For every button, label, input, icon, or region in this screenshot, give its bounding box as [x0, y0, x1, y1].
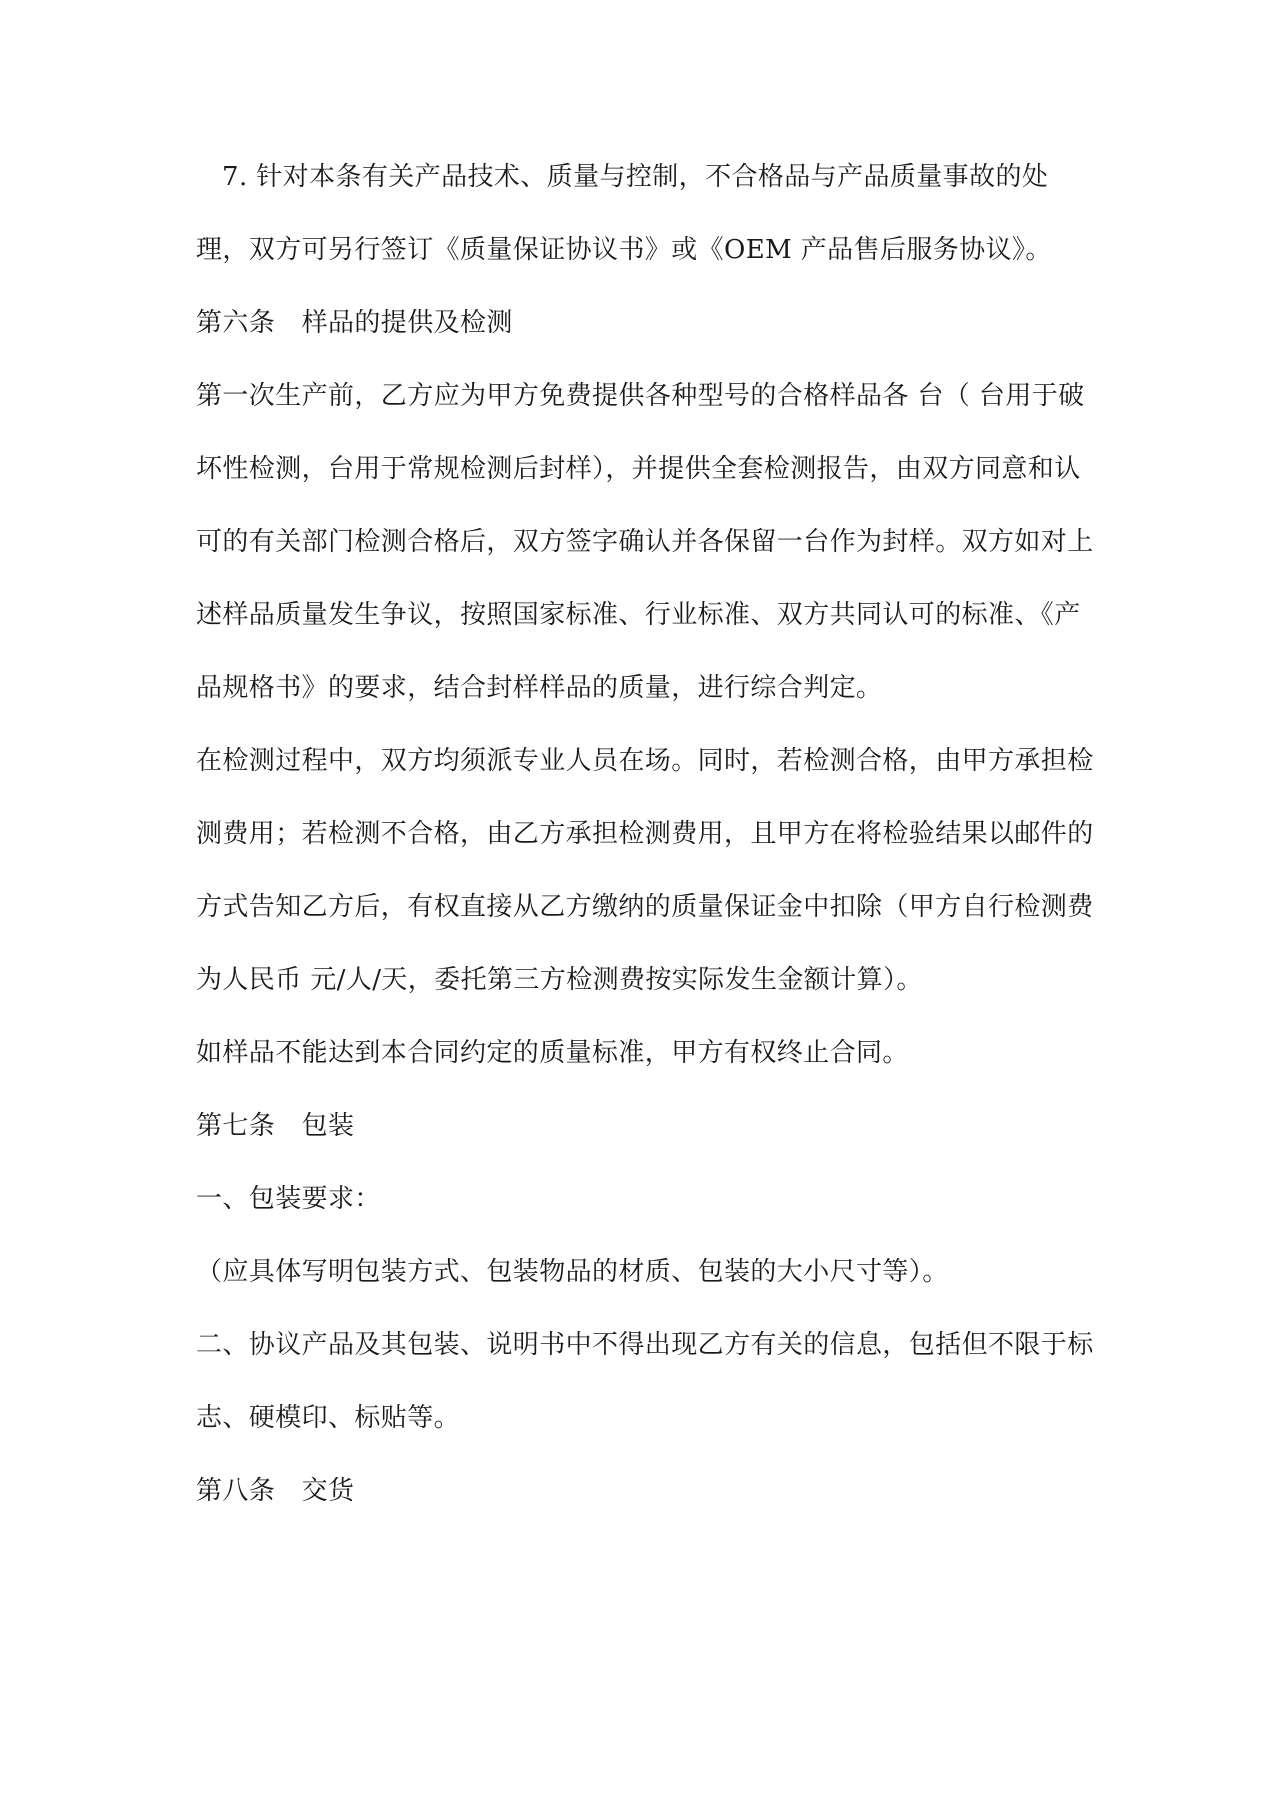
article-6-para-1-line-2: 坏性检测，台用于常规检测后封样），并提供全套检测报告，由双方同意和认	[196, 454, 1081, 484]
clause-7-line-2: 理，双方可另行签订《质量保证协议书》或《OEM 产品售后服务协议》。	[196, 235, 1052, 265]
packaging-requirement-heading: 一、包装要求：	[196, 1184, 381, 1214]
packaging-requirement-note: （应具体写明包装方式、包装物品的材质、包装的大小尺寸等）。	[196, 1257, 949, 1287]
article-6-para-1-line-1: 第一次生产前，乙方应为甲方免费提供各种型号的合格样品各 台（ 台用于破	[196, 381, 1085, 411]
article-6-para-1-line-4: 述样品质量发生争议，按照国家标准、行业标准、双方共同认可的标准、《产	[196, 600, 1081, 630]
article-6-heading: 第六条 样品的提供及检测	[196, 308, 513, 338]
packaging-item-2-line-2: 志、硬模印、标贴等。	[196, 1403, 461, 1433]
article-6-para-1-line-3: 可的有关部门检测合格后，双方签字确认并各保留一台作为封样。双方如对上	[196, 527, 1094, 557]
article-6-para-2-line-1: 在检测过程中，双方均须派专业人员在场。同时，若检测合格，由甲方承担检	[196, 746, 1094, 776]
clause-7-line-1: 7. 针对本条有关产品技术、质量与控制，不合格品与产品质量事故的处	[222, 162, 1049, 192]
article-8-heading: 第八条 交货	[196, 1476, 355, 1506]
article-6-para-2-line-4: 为人民币 元/人/天，委托第三方检测费按实际发生金额计算）。	[196, 965, 923, 995]
article-6-para-2-line-2: 测费用；若检测不合格，由乙方承担检测费用，且甲方在将检验结果以邮件的	[196, 819, 1094, 849]
article-6-para-1-line-5: 品规格书》的要求，结合封样样品的质量，进行综合判定。	[196, 673, 883, 703]
packaging-item-2-line-1: 二、协议产品及其包装、说明书中不得出现乙方有关的信息，包括但不限于标	[196, 1330, 1094, 1360]
article-6-para-3: 如样品不能达到本合同约定的质量标准，甲方有权终止合同。	[196, 1038, 909, 1068]
article-6-para-2-line-3: 方式告知乙方后，有权直接从乙方缴纳的质量保证金中扣除（甲方自行检测费	[196, 892, 1094, 922]
article-7-heading: 第七条 包装	[196, 1111, 355, 1141]
document-body	[196, 156, 1096, 1543]
